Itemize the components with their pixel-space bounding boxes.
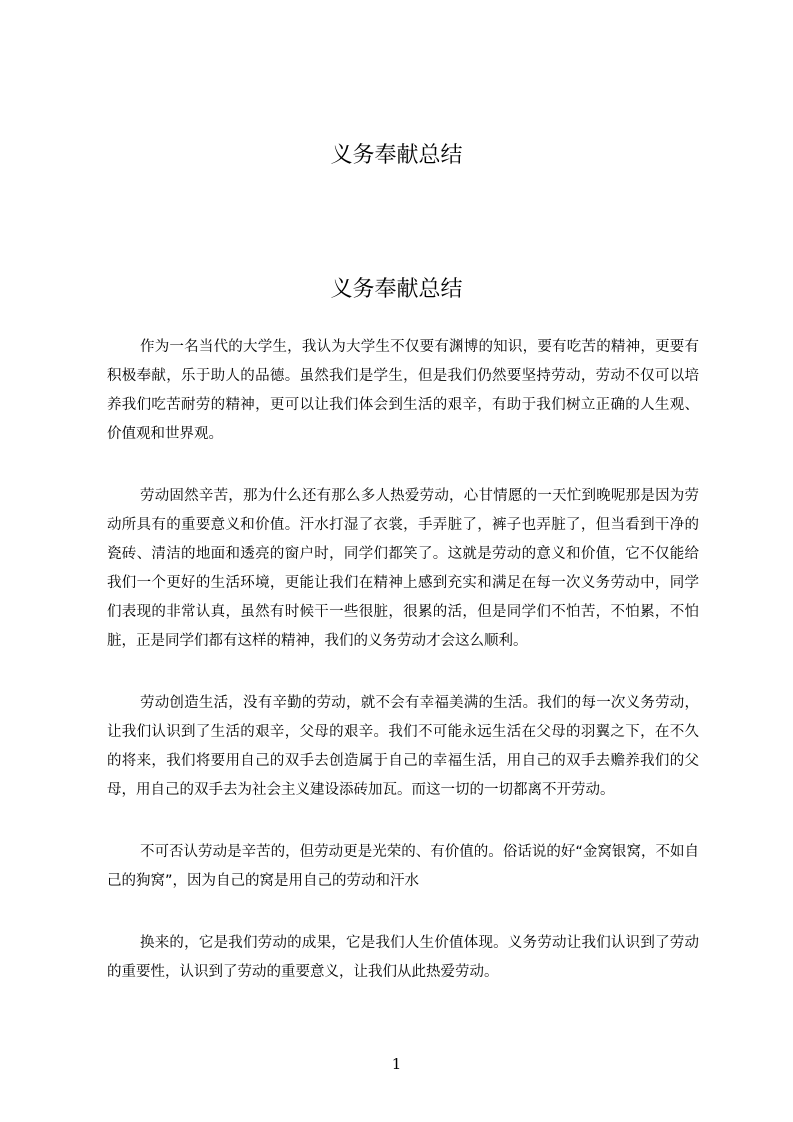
page-number: 1 (391, 1055, 402, 1073)
paragraph-1: 作为一名当代的大学生，我认为大学生不仅要有渊博的知识，要有吃苦的精神，更要有积极奉献，乐于助人的品德。虽然我们是学生，但是我们仍然要坚持劳动，劳动不仅可以培养我们吃苦耐劳的精神，更可以让我们体会到生活的艰辛，有助于我们树立正确的人生观、价值观和世界观。 (107, 339, 699, 442)
paragraph-3: 劳动创造生活，没有辛勤的劳动，就不会有幸福美满的生活。我们的每一次义务劳动，让我们认识到了生活的艰辛，父母的艰辛。我们不可能永远生活在父母的羽翼之下，在不久的将来，我们将要用自己的双手去创造属于自己的幸福生活，用自己的双手去赡养我们的父母，用自己的双手去为社会主义建设添砖加瓦。而这一切的一切都离不开劳动。 (107, 695, 699, 798)
paragraph-2: 劳动固然辛苦，那为什么还有那么多人热爱劳动，心甘情愿的一天忙到晚呢那是因为劳动所具有的重要意义和价值。汗水打湿了衣裳，手弄脏了，裤子也弄脏了，但当看到干净的瓷砖、清洁的地面和透亮的窗户时，同学们都笑了。这就是劳动的意义和价值，它不仅能给我们一个更好的生活环境，更能让我们在精神上感到充实和满足在每一次义务劳动中，同学们表现的非常认真，虽然有时候干一些很脏，很累的活，但是同学们不怕苦，不怕累，不怕脏，正是同学们都有这样的精神，我们的义务劳动才会这么顺利。 (107, 488, 699, 649)
main-title: 义务奉献总结 (330, 277, 463, 302)
cover-title: 义务奉献总结 (330, 143, 463, 168)
paragraph-5: 换来的，它是我们劳动的成果，它是我们人生价值体现。义务劳动让我们认识到了劳动的重要性，认识到了劳动的重要意义，让我们从此热爱劳动。 (107, 935, 699, 980)
body-text (107, 333, 699, 1020)
paragraph-4: 不可否认劳动是辛苦的，但劳动更是光荣的、有价值的。俗话说的好“金窝银窝，不如自己的狗窝”，因为自己的窝是用自己的劳动和汗水 (107, 844, 699, 889)
